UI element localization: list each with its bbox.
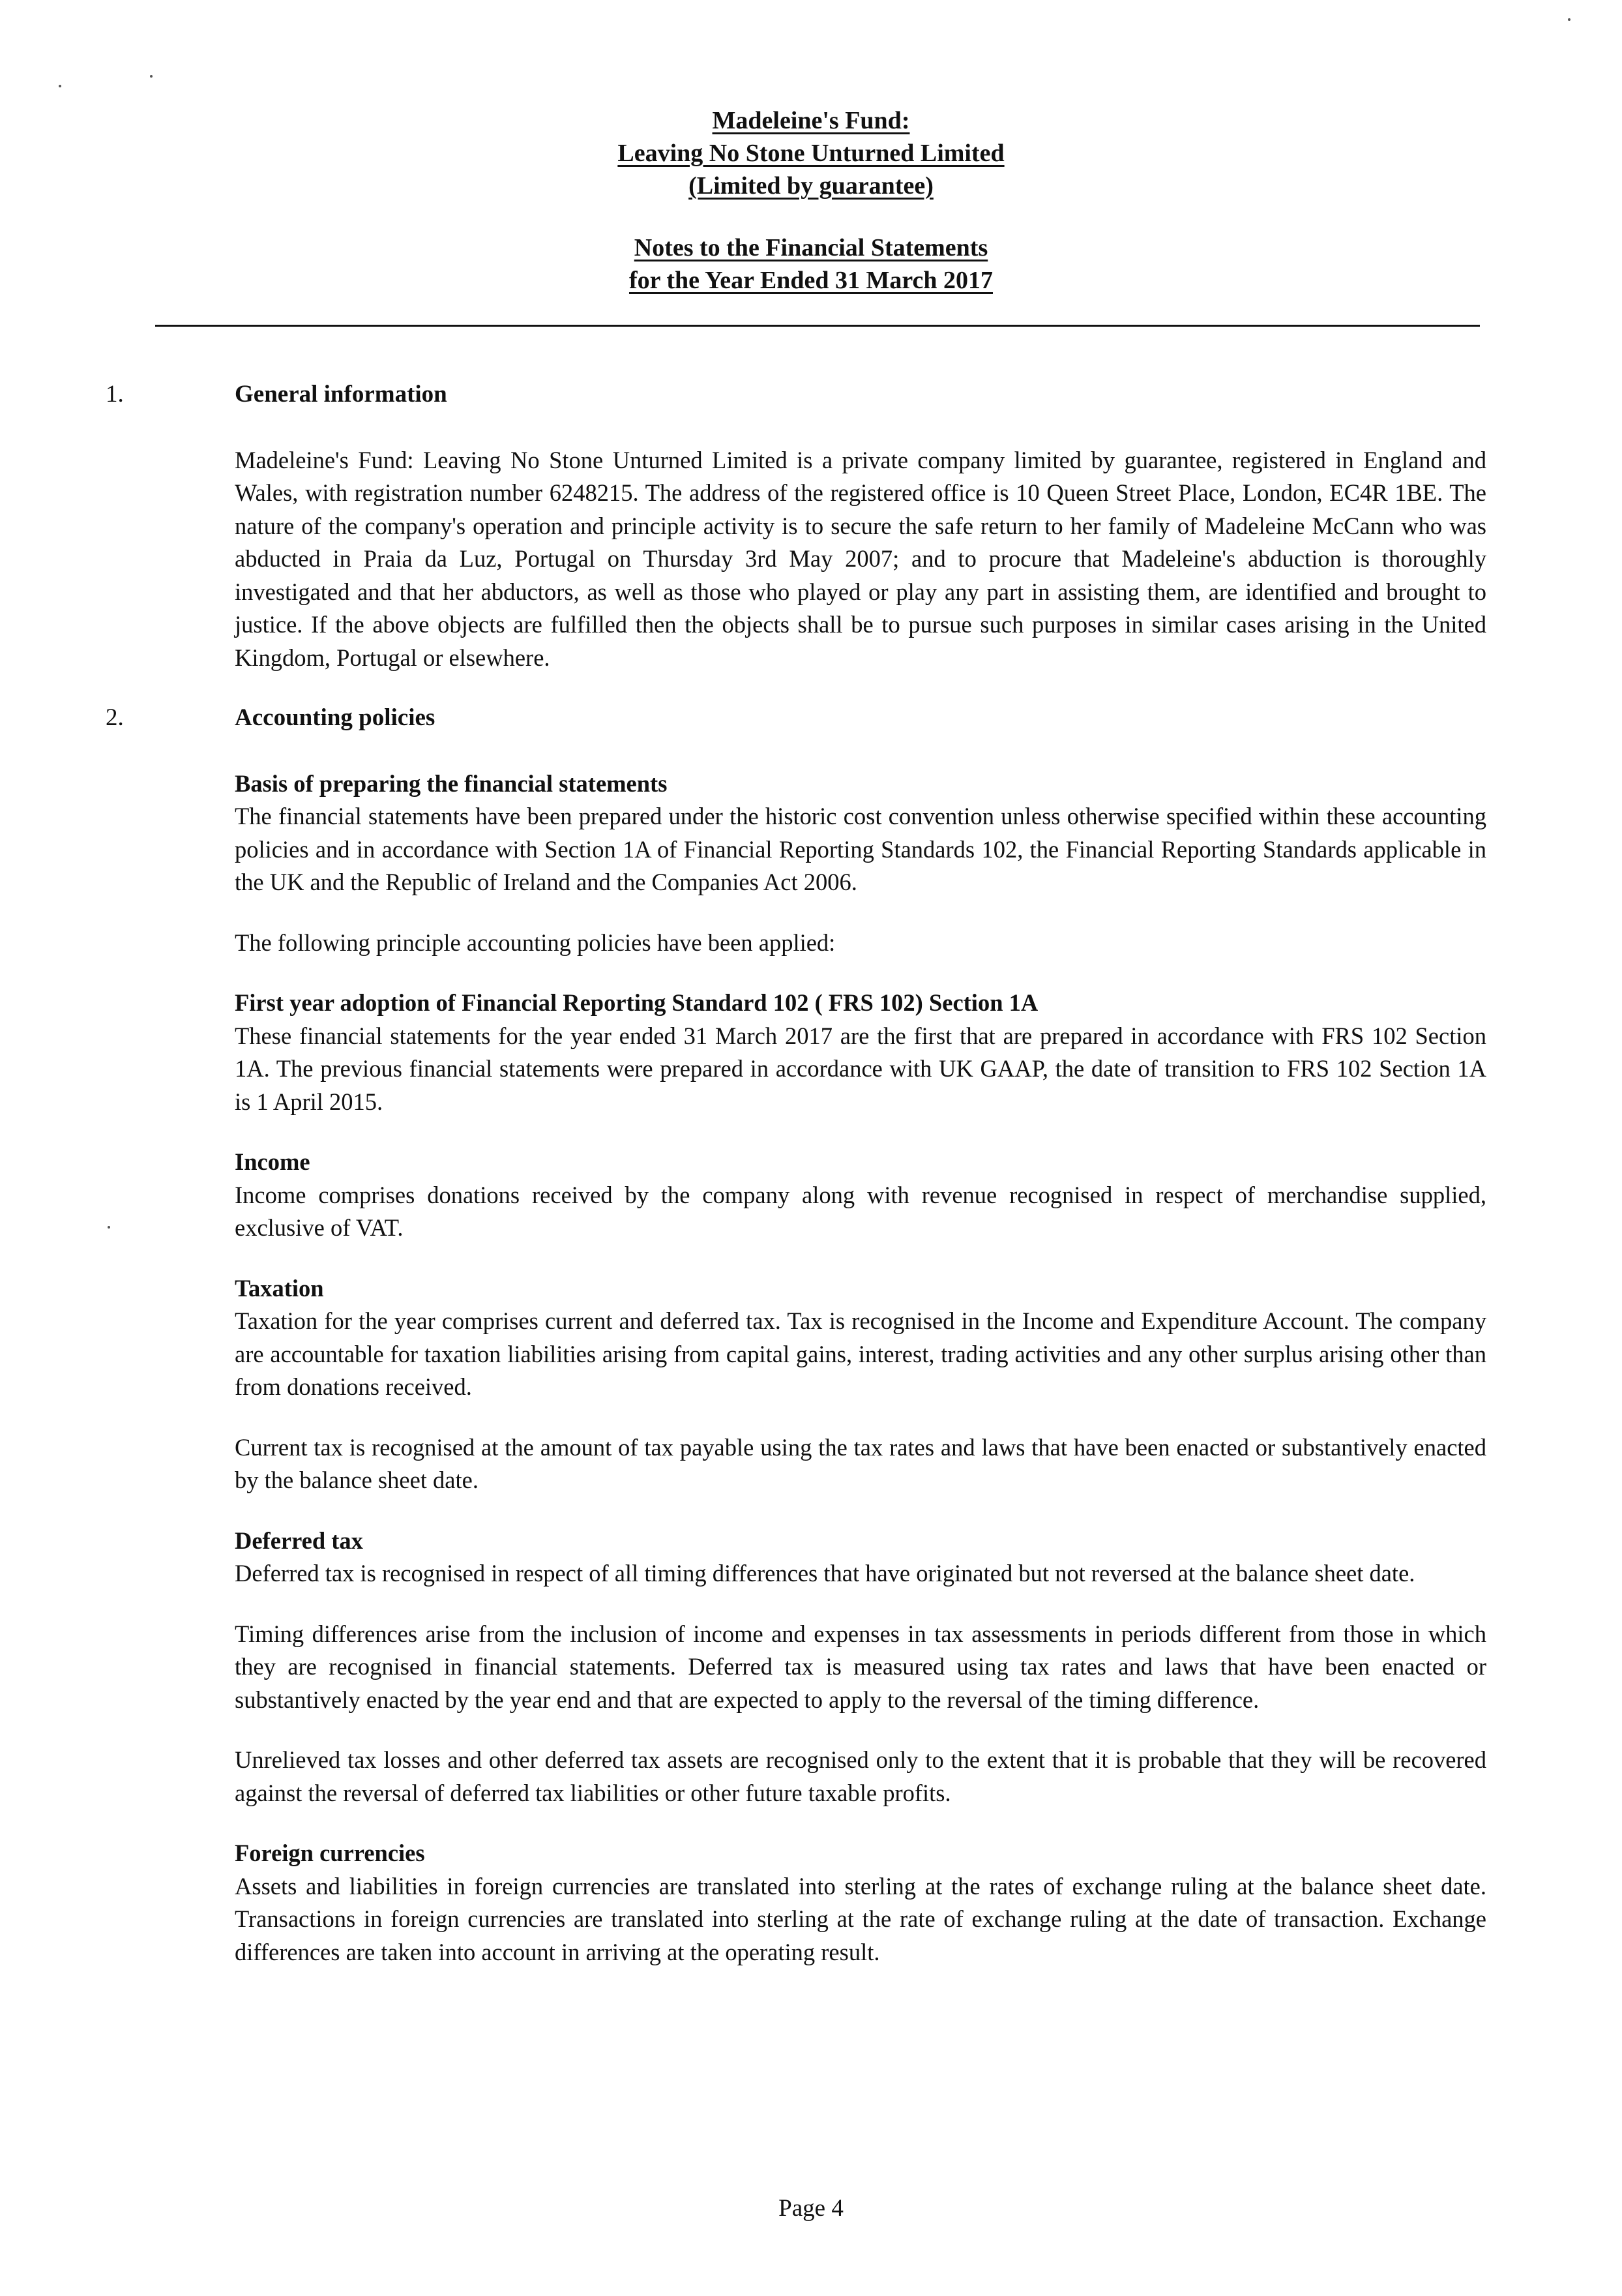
section-accounting-policies — [106, 702, 1486, 1969]
income-heading: Income — [235, 1148, 310, 1175]
section-title: General information — [235, 381, 447, 408]
taxation-body: Taxation for the year comprises current and deferred tax. Tax is recognised in the Income and Expenditure Account. The company are accountable for taxation liabilities arising from capital gains, interest, trading activities and any other surplus arising other than from donations received. — [235, 1307, 1486, 1400]
deferred-tax-body: Deferred tax is recognised in respect of all timing differences that have originated but not reversed at the balance sheet date. — [235, 1560, 1415, 1587]
section-general-information — [106, 378, 1486, 674]
header-divider — [155, 325, 1480, 327]
scan-speck — [1568, 18, 1570, 21]
scan-speck — [150, 75, 153, 78]
general-information-body: Madeleine's Fund: Leaving No Stone Unturned Limited is a private company limited by guarantee, registered in England and Wales, with registration number 6248215. The address of the registered office is 10 Queen Street Place, London, EC4R 1BE. The nature of the company's operation and principle activity is to secure the safe return to her family of Madeleine McCann who was abducted in Praia da Luz, Portugal on Thursday 3rd May 2007; and to procure that Madeleine's abduction is thoroughly investigated and that her abductors, as well as those who played or play any part in assisting them, are identified and brought to justice. If the above objects are fulfilled then the objects shall be to pursue such purposes in similar cases arising in the United Kingdom, Portugal or elsewhere. — [235, 446, 1486, 671]
foreign-currencies-heading: Foreign currencies — [235, 1840, 425, 1866]
section-number: 2. — [106, 704, 124, 731]
section-title: Accounting policies — [235, 704, 435, 731]
page-number: Page 4 — [778, 2195, 844, 2222]
income-body: Income comprises donations received by the company along with revenue recognised in respect of merchandise supplied, exclusive of VAT. — [235, 1181, 1486, 1241]
basis-body: The financial statements have been prepared under the historic cost convention unless otherwise specified within these accounting policies and in accordance with Section 1A of Financial Reporting Standards 102, the Financial Reporting Standards applicable in the UK and the Republic of Ireland and the Companies Act 2006. — [235, 803, 1486, 895]
company-name-line2: Leaving No Stone Unturned Limited — [617, 140, 1005, 167]
current-tax-body: Current tax is recognised at the amount of tax payable using the tax rates and laws that have been enacted or substantively enacted by the balance sheet date. — [235, 1433, 1486, 1493]
document-title: Notes to the Financial Statements — [634, 234, 988, 261]
company-name-line1: Madeleine's Fund: — [712, 107, 910, 134]
basis-heading: Basis of preparing the financial statements — [235, 769, 668, 797]
company-title-block — [0, 104, 1622, 202]
company-type: (Limited by guarantee) — [688, 172, 934, 200]
unrelieved-losses-body: Unrelieved tax losses and other deferred tax assets are recognised only to the extent that it is probable that they will be recovered against the reversal of deferred tax liabilities or other future taxable profits. — [235, 1746, 1486, 1806]
foreign-currencies-body: Assets and liabilities in foreign currencies are translated into sterling at the rates of exchange ruling at the balance sheet date. Transactions in foreign currencies are translated into sterling at the rate of exchange ruling at the date of transaction. Exchange differences are taken into account in arriving at the operating result. — [235, 1872, 1486, 1965]
section-number: 1. — [106, 381, 124, 408]
document-period: for the Year Ended 31 March 2017 — [628, 267, 993, 294]
policies-intro: The following principle accounting policies have been applied: — [235, 929, 836, 956]
frs-heading: First year adoption of Financial Reporting Standard 102 ( FRS 102) Section 1A — [235, 989, 1039, 1016]
document-title-block — [0, 231, 1622, 297]
frs-body: These financial statements for the year ended 31 March 2017 are the first that are prepared in accordance with FRS 102 Section 1A. The previous financial statements were prepared in accordance with UK GAAP, the date of transition to FRS 102 Section 1A is 1 April 2015. — [235, 1022, 1486, 1115]
notes-content — [106, 378, 1486, 1969]
scan-speck — [59, 85, 61, 87]
deferred-tax-heading: Deferred tax — [235, 1527, 363, 1554]
scan-speck — [108, 1226, 110, 1229]
timing-differences-body: Timing differences arise from the inclusion of income and expenses in tax assessments in periods different from those in which they are recognised in financial statements. Deferred tax is measured using tax rates and laws that have been enacted or substantively enacted by the year end and that are expected to apply to the reversal of the timing difference. — [235, 1620, 1486, 1713]
taxation-heading: Taxation — [235, 1274, 324, 1302]
